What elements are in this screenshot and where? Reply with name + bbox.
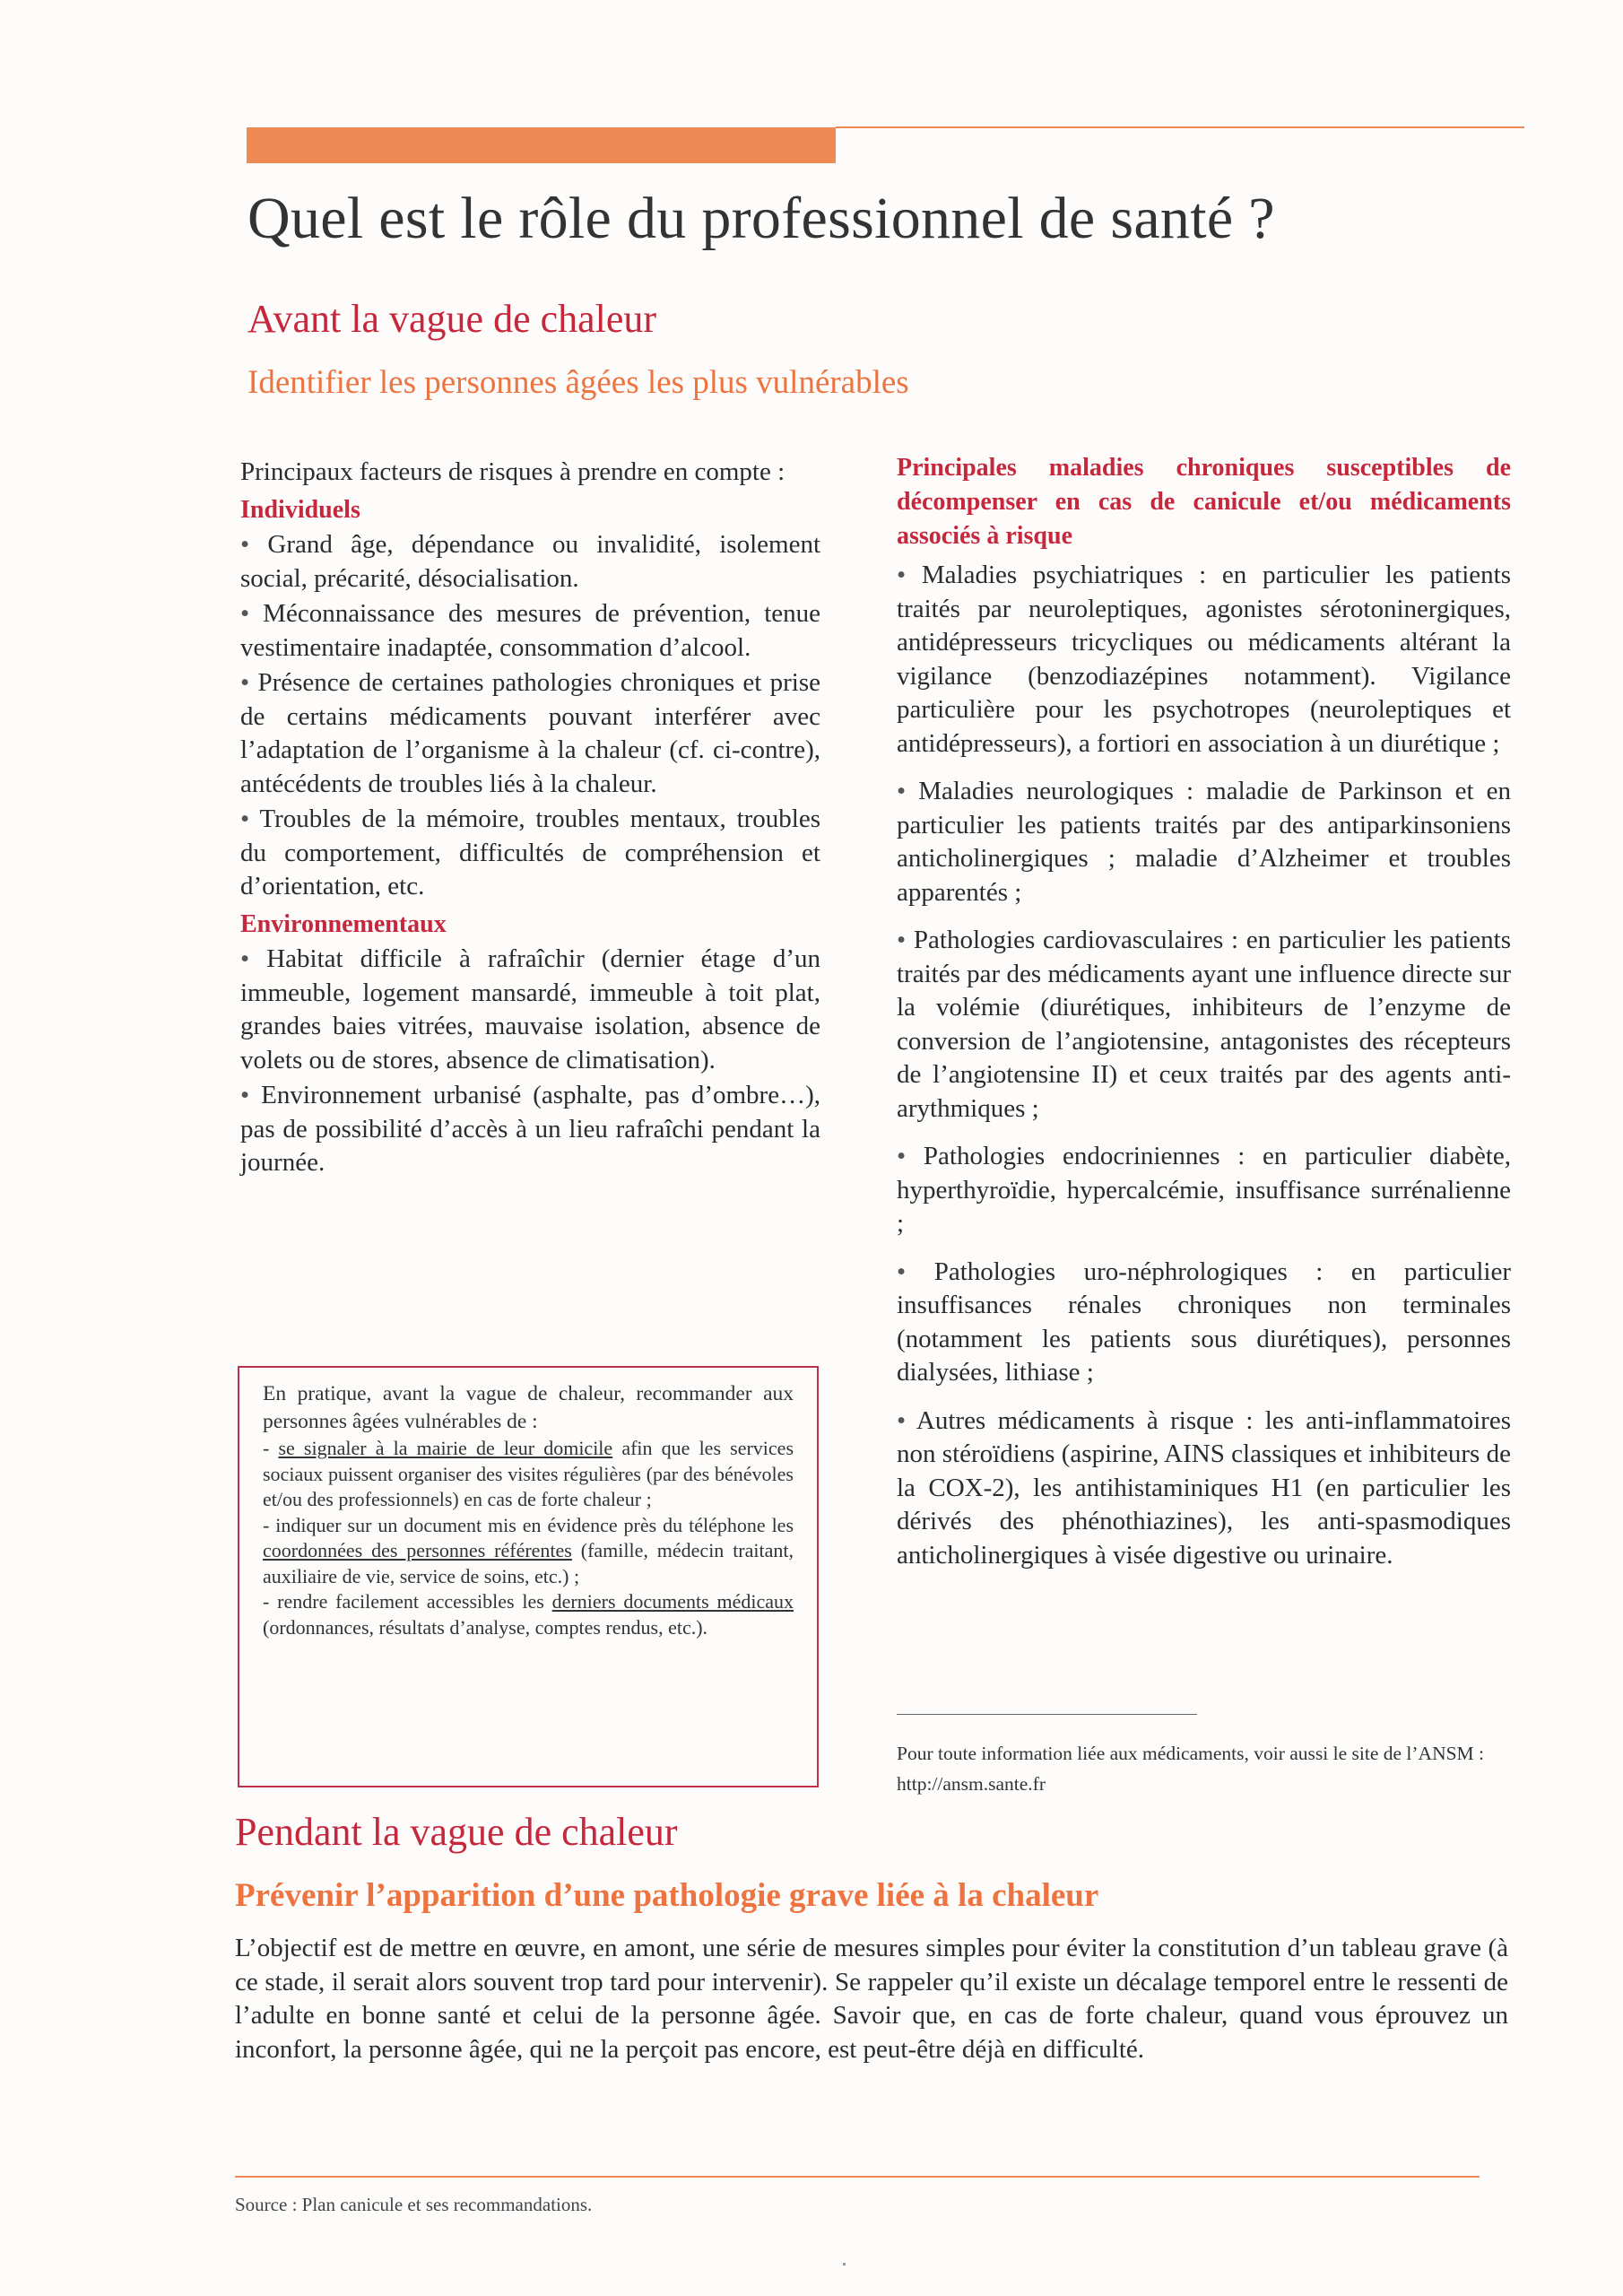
bullet-icon: • [897, 1405, 907, 1435]
maladies-heading: Principales maladies chroniques susceptibles de décompenser en cas de canicule et/ou médicaments associés à risque [897, 454, 1511, 550]
footnote-text: Pour toute information liée aux médicaments, voir aussi le site de l’ANSM : http://ansm.sante.fr [897, 1743, 1485, 1795]
list-item: • Pathologies uro-néphrologiques : en particulier insuffisances rénales chroniques non terminales (notamment les patients sous diurétiques), personnes dialysées, lithiase ; [897, 1257, 1511, 1387]
list-item: • Maladies psychiatriques : en particulier les patients traités par neuroleptiques, agonistes sérotoninergiques, antidépresseurs tricycliques ou médicaments altérant la vigilance (benzodiazépines notamment). Vigilance particulière pour les psychotropes (neuroleptiques et antidépresseurs), a fortiori en association à un diurétique ; [897, 561, 1511, 758]
list-item: • Pathologies endocriniennes : en particulier diabète, hyperthyroïdie, hypercalcémie, insuffisance surrénalienne ; [897, 1142, 1511, 1238]
bullet-icon: • [897, 1257, 907, 1286]
list-item: • Maladies neurologiques : maladie de Parkinson et en particulier les patients traités par des antiparkinsoniens anticholinergiques ; maladie d’Alzheimer et troubles apparentés ; [897, 777, 1511, 907]
list-item: • Habitat difficile à rafraîchir (dernier étage d’un immeuble, logement mansardé, immeuble à toit plat, grandes baies vitrées, mauvaise isolation, absence de volets ou de stores, absence de climatisation). [240, 944, 821, 1074]
practice-item: - se signaler à la mairie de leur domicile afin que les services sociaux puissent organiser des visites régulières (par des bénévoles et/ou des professionnels) en cas de forte chaleur ; [263, 1437, 794, 1510]
left-column [240, 456, 820, 1182]
bullet-icon: • [240, 944, 250, 973]
header-accent-bar [247, 127, 836, 163]
list-item: • Méconnaissance des mesures de prévention, tenue vestimentaire inadaptée, consommation d’alcool. [240, 599, 820, 662]
list-item: • Présence de certaines pathologies chroniques et prise de certains médicaments pouvant interférer avec l’adaptation de l’organisme à la chaleur (cf. ci-contre), antécédents de troubles liés à la chaleur. [240, 668, 821, 798]
practice-box [238, 1366, 819, 1787]
right-column [897, 451, 1511, 1587]
section-subheading-pendant: Prévenir l’apparition d’une pathologie grave liée à la chaleur [235, 1877, 1099, 1914]
bullet-icon: • [897, 926, 907, 954]
pendant-body: L’objectif est de mettre en œuvre, en amont, une série de mesures simples pour éviter la constitution d’un tableau grave (à ce stade, il serait alors souvent trop tard pour intervenir). Se rappeler qu’il existe un décalage temporel entre le ressenti de l’adulte en bonne santé et celui de la personne âgée. Savoir que, en cas de forte chaleur, quand vous éprouvez un inconfort, la personne âgée, qui ne la perçoit pas encore, est peut-être déjà en difficulté. [235, 1934, 1508, 2064]
bullet-icon: • [240, 668, 250, 697]
bullet-icon: • [240, 804, 250, 833]
bullet-icon: • [897, 777, 907, 805]
footnote [897, 1738, 1515, 1799]
list-item: • Grand âge, dépendance ou invalidité, isolement social, précarité, désocialisation. [240, 530, 821, 593]
practice-item: - indiquer sur un document mis en évidence près du téléphone les coordonnées des personnes référentes (famille, médecin traitant, auxiliaire de vie, service de soins, etc.) ; [263, 1513, 794, 1587]
bullet-icon: • [897, 561, 907, 589]
practice-box-heading: En pratique, avant la vague de chaleur, recommander aux personnes âgées vulnérables de : [263, 1382, 794, 1433]
risk-intro: Principaux facteurs de risques à prendre en compte : [240, 457, 785, 486]
subsection-individuels: Individuels [240, 495, 360, 524]
section-heading-pendant: Pendant la vague de chaleur [235, 1810, 678, 1854]
bullet-icon: • [240, 599, 250, 628]
list-item: • Pathologies cardiovasculaires : en particulier les patients traités par des médicaments ayant une influence directe sur la volémie (diurétiques, inhibiteurs de l’enzyme de conversion de l’angiotensine, antagonistes des récepteurs de l’angiotensine II) et ceux traités par des agents anti-arythmiques ; [897, 926, 1511, 1123]
header-rule [836, 126, 1524, 128]
practice-item: - rendre facilement accessibles les derniers documents médicaux (ordonnances, résultats d’analyse, comptes rendus, etc.). [263, 1590, 794, 1639]
list-item: • Environnement urbanisé (asphalte, pas d’ombre…), pas de possibilité d’accès à un lieu rafraîchi pendant la journée. [240, 1081, 820, 1177]
bullet-icon: • [897, 1142, 907, 1170]
subsection-environnementaux: Environnementaux [240, 909, 447, 938]
section-heading-avant: Avant la vague de chaleur [247, 297, 657, 341]
list-item: • Troubles de la mémoire, troubles mentaux, troubles du comportement, difficultés de compréhension et d’orientation, etc. [240, 804, 820, 900]
footer-rule [235, 2176, 1480, 2178]
list-item: • Autres médicaments à risque : les anti-inflammatoires non stéroïdiens (aspirine, AINS classiques et inhibiteurs de la COX-2), les antihistaminiques H1 (en particulier les dérivés des phénothiazines), les anti-spasmodiques anticholinergiques à visée digestive ou urinaire. [897, 1405, 1511, 1570]
footnote-rule [897, 1714, 1197, 1715]
source-note: Source : Plan canicule et ses recommandations. [235, 2194, 593, 2215]
page-title: Quel est le rôle du professionnel de santé ? [247, 186, 1275, 251]
bullet-icon: • [240, 530, 250, 559]
bullet-icon: • [240, 1081, 250, 1109]
section-subheading-avant: Identifier les personnes âgées les plus vulnérables [247, 364, 909, 401]
page-mark [843, 2263, 846, 2266]
